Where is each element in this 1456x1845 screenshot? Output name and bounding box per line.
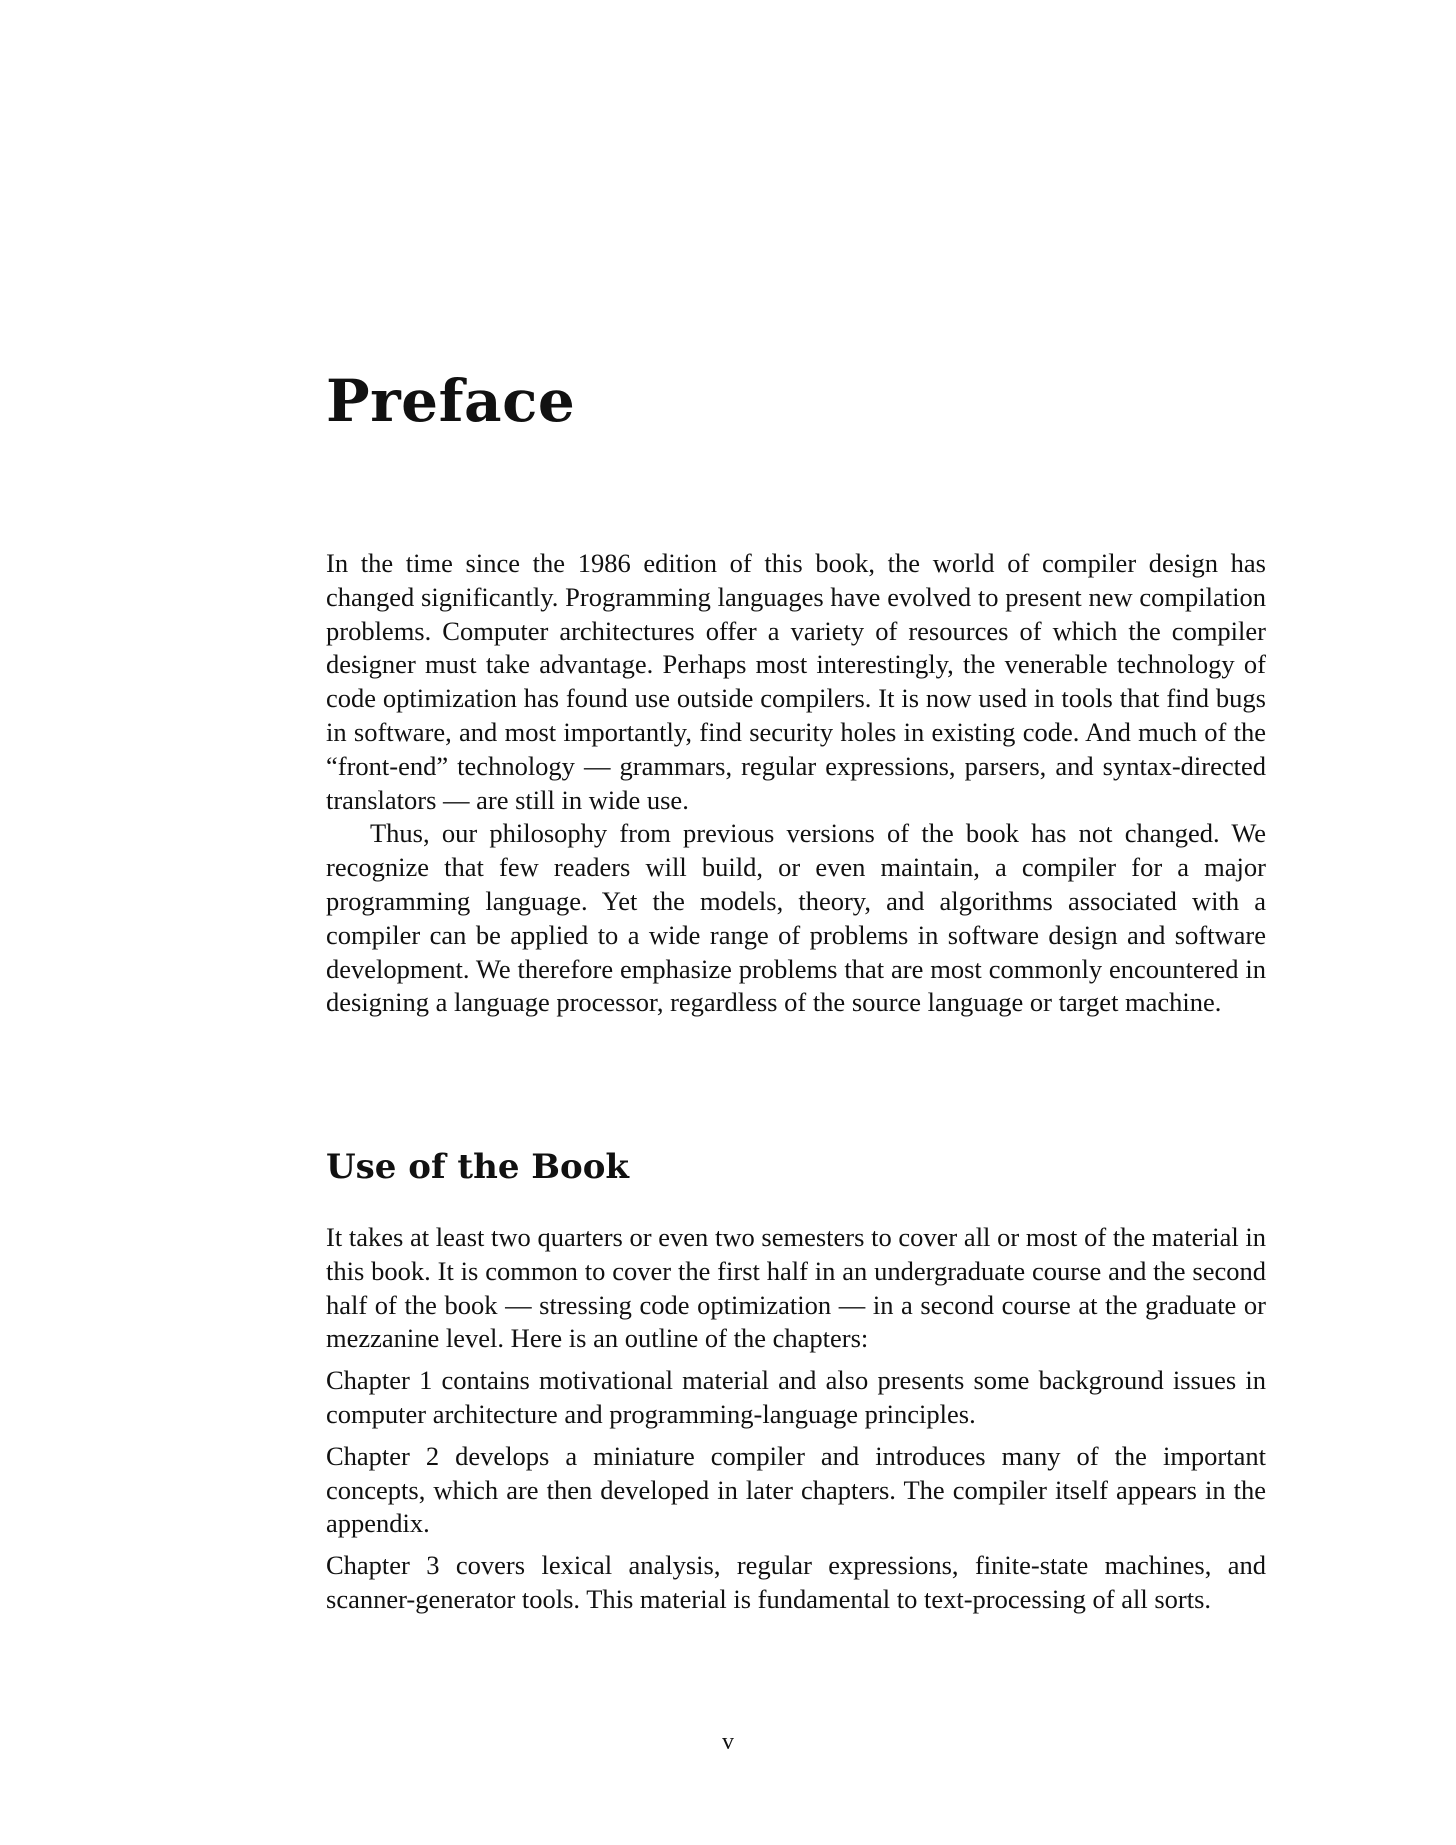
chapter-title: Preface <box>326 367 576 435</box>
chapter-3-summary: Chapter 3 covers lexical analysis, regular expressions, finite-state machines, and scanner-generator tools. This material is fundamental to text-processing of all sorts. <box>326 1550 1266 1614</box>
intro-paragraph-1: In the time since the 1986 edition of this book, the world of compiler design has changed significantly. Programming languages have evolved to present new compilation problems. Computer architectures offer a variety of resources of which the compiler designer must take advantage. Perhaps most interestingly, the venerable technology of code optimization has found use outside compilers. It is now used in tools that find bugs in software, and most importantly, find security holes in existing code. And much of the “front-end” technology — grammars, regular expressions, parsers, and syntax-directed translators — are still in wide use. <box>326 548 1266 815</box>
intro-paragraph-2: Thus, our philosophy from previous versions of the book has not changed. We recognize that few readers will build, or even maintain, a compiler for a major programming language. Yet the models, theory, and algorithms associated with a compiler can be applied to a wide range of problems in software design and software development. We therefore emphasize problems that are most commonly encountered in designing a language processor, regardless of the source language or target machine. <box>326 818 1266 1018</box>
use-of-book-section <box>326 1221 1266 1617</box>
preface-intro <box>326 547 1266 1020</box>
chapter-2-summary: Chapter 2 develops a miniature compiler and introduces many of the important concepts, which are then developed in later chapters. The compiler itself appears in the appendix. <box>326 1440 1266 1539</box>
chapter-1-summary: Chapter 1 contains motivational material and also presents some background issues in computer architecture and programming-language principles. <box>326 1365 1266 1429</box>
section-intro-paragraph: It takes at least two quarters or even two semesters to cover all or most of the material in this book. It is common to cover the first half in an undergraduate course and the second half of the book — stressing code optimization — in a second course at the graduate or mezzanine level. Here is an outline of the chapters: <box>326 1222 1266 1354</box>
section-heading: Use of the Book <box>326 1147 629 1187</box>
page-number: v <box>722 1729 734 1755</box>
